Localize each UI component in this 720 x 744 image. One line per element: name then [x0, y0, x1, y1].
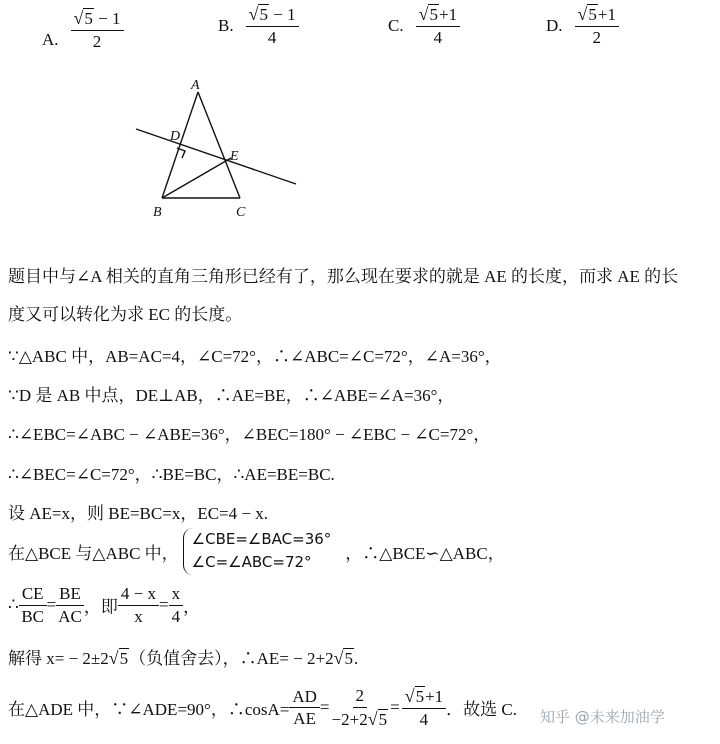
fraction-x-4: $\frac{x}{4}$ — [169, 584, 184, 626]
equation-system: ∠CBE=∠BAC=36° ∠C=∠ABC=72° — [183, 528, 332, 575]
segment-be — [162, 158, 231, 198]
triangle-figure — [120, 74, 320, 224]
option-b-label: B. — [218, 16, 234, 36]
solution-line-8: 解得 x= − 2±2√5（负值舍去），∴AE= − 2+2√5. — [8, 648, 359, 668]
option-b — [218, 4, 299, 47]
fraction-ad-ae: $\frac{AD}{AE}$ — [289, 687, 320, 729]
option-a-fraction: $\frac{√5 - 1}{2}$ — [71, 8, 124, 51]
solution-line-9: 在△ADE 中，∵∠ADE=90°，∴cosA= $\frac{AD}{AE}$ = $\frac{2}{-2+2√5}$ = $\frac{√5+1}{4}$ ．故选 C. — [8, 686, 518, 729]
option-b-fraction: $\frac{√5 - 1}{4}$ — [246, 4, 299, 47]
fraction-be-ac: $\frac{BE}{AC}$ — [56, 584, 84, 626]
option-d-label: D. — [546, 16, 563, 36]
sqrt-5-b: √5 — [333, 648, 353, 668]
solution-line-5: 设 AE=x，则 BE=BC=x，EC=4 − x. — [8, 504, 268, 523]
fraction-4mx-x: $\frac{4 - x}{x}$ — [118, 584, 159, 626]
label-c: C — [236, 205, 246, 220]
option-a-label: A. — [42, 30, 59, 50]
watermark: 知乎 @未来加油学 — [540, 708, 665, 726]
solution-line-3: ∴∠EBC=∠ABC − ∠ABE=36°，∠BEC=180° − ∠EBC − ∠C=72°， — [8, 425, 491, 444]
fraction-2-over-expr: $\frac{2}{-2+2√5}$ — [331, 686, 388, 729]
fraction-ce-bc: $\frac{CE}{BC}$ — [19, 584, 47, 626]
option-c-label: C. — [388, 16, 404, 36]
label-a: A — [191, 78, 200, 93]
label-e: E — [230, 149, 239, 164]
solution-line-4: ∴∠BEC=∠C=72°，∴BE=BC，∴AE=BE=BC. — [8, 465, 335, 484]
option-d-fraction: $\frac{√5+1}{2}$ — [575, 4, 619, 47]
solution-line-6: 在△BCE 与△ABC 中， ∠CBE=∠BAC=36° ∠C=∠ABC=72° ，∴△BCE∽△ABC， — [8, 528, 505, 575]
fraction-final: $\frac{√5+1}{4}$ — [402, 686, 446, 729]
solution-paragraph-1: 题目中与∠A 相关的直角三角形已经有了，那么现在要求的就是 AE 的长度，而求 AE 的长 — [8, 267, 679, 286]
solution-line-1: ∵△ABC 中，AB=AC=4，∠C=72°，∴∠ABC=∠C=72°，∠A=36°， — [8, 347, 502, 366]
option-d — [546, 4, 619, 47]
solution-paragraph-1b: 度又可以转化为求 EC 的长度。 — [8, 305, 243, 324]
sqrt-5: √5 — [108, 648, 129, 668]
option-c-fraction: $\frac{√5+1}{4}$ — [416, 4, 460, 47]
option-a — [42, 8, 124, 51]
label-b: B — [153, 205, 162, 220]
solution-line-2: ∵D 是 AB 中点，DE⊥AB，∴AE=BE，∴∠ABE=∠A=36°， — [8, 386, 455, 405]
side-ab — [162, 92, 198, 198]
label-d: D — [170, 129, 181, 144]
side-ac — [198, 92, 240, 198]
option-c — [388, 4, 460, 47]
solution-line-7: ∴ $\frac{CE}{BC}$ = $\frac{BE}{AC}$ ，即 $\frac{4 - x}{x}$ = $\frac{x}{4}$ ， — [8, 584, 201, 626]
